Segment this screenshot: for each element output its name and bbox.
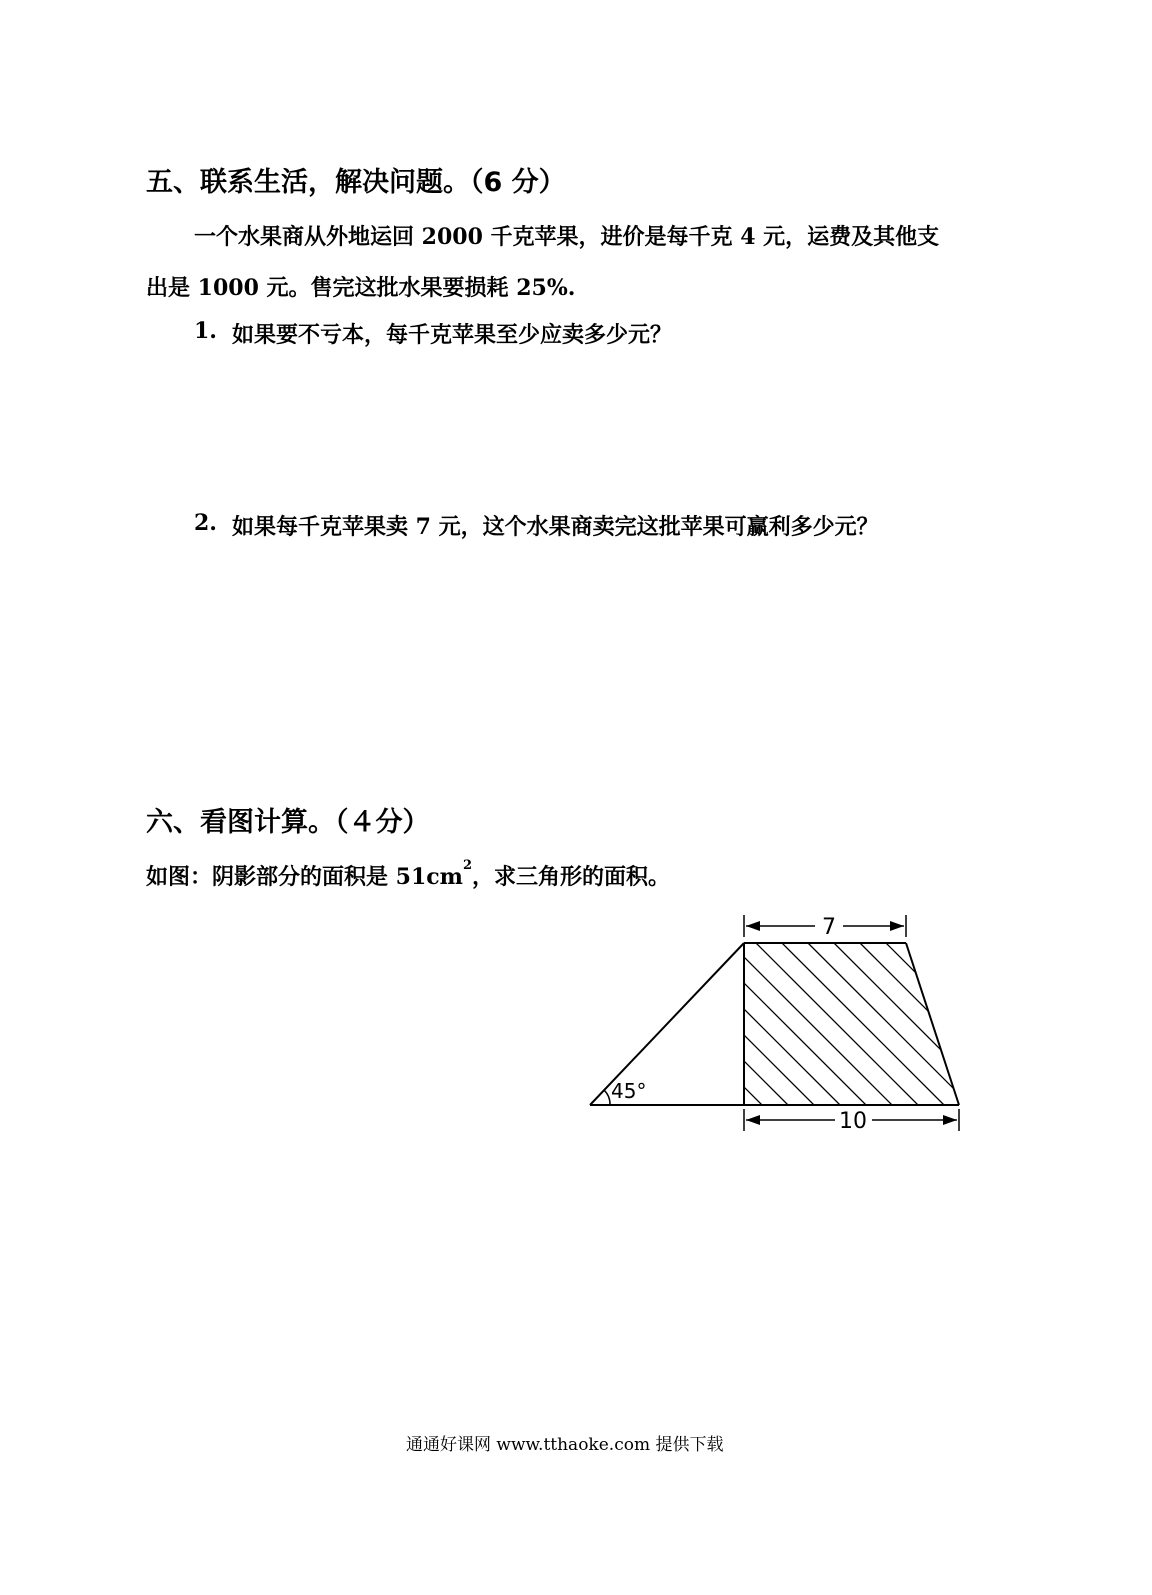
problem-text-prefix: 如图：阴影部分的面积是 51cm [146, 864, 463, 890]
problem-paragraph-line1: 一个水果商从外地运回 2000 千克苹果，进价是每千克 4 元，运费及其他支 [194, 224, 940, 250]
problem-paragraph-line2: 出是 1000 元。售完这批水果要损耗 25%. [146, 275, 576, 301]
section5-title: 五、联系生活，解决问题。（6 分） [146, 167, 566, 198]
top-length-label: 7 [822, 915, 836, 940]
angle-label: 45° [611, 1079, 647, 1103]
problem-text-suffix: ，求三角形的面积。 [472, 864, 671, 890]
hatch-shading [600, 943, 980, 1105]
slanted-right-edge [906, 943, 959, 1105]
footer-source: 通通好课网 www.tthaoke.com 提供下载 [406, 1435, 724, 1455]
superscript-2: 2 [462, 858, 472, 873]
bottom-length-label: 10 [839, 1109, 867, 1134]
question-2-number: 2. [194, 510, 217, 536]
question-2-text: 如果每千克苹果卖 7 元，这个水果商卖完这批苹果可赢利多少元？ [232, 514, 879, 540]
question-1-number: 1. [194, 318, 217, 344]
section6-problem [146, 860, 670, 891]
question-1-text: 如果要不亏本，每千克苹果至少应卖多少元？ [232, 322, 673, 348]
trapezoid-figure [580, 905, 980, 1145]
angle-arc [604, 1090, 610, 1105]
section6-title: 六、看图计算。（４分） [146, 807, 430, 838]
